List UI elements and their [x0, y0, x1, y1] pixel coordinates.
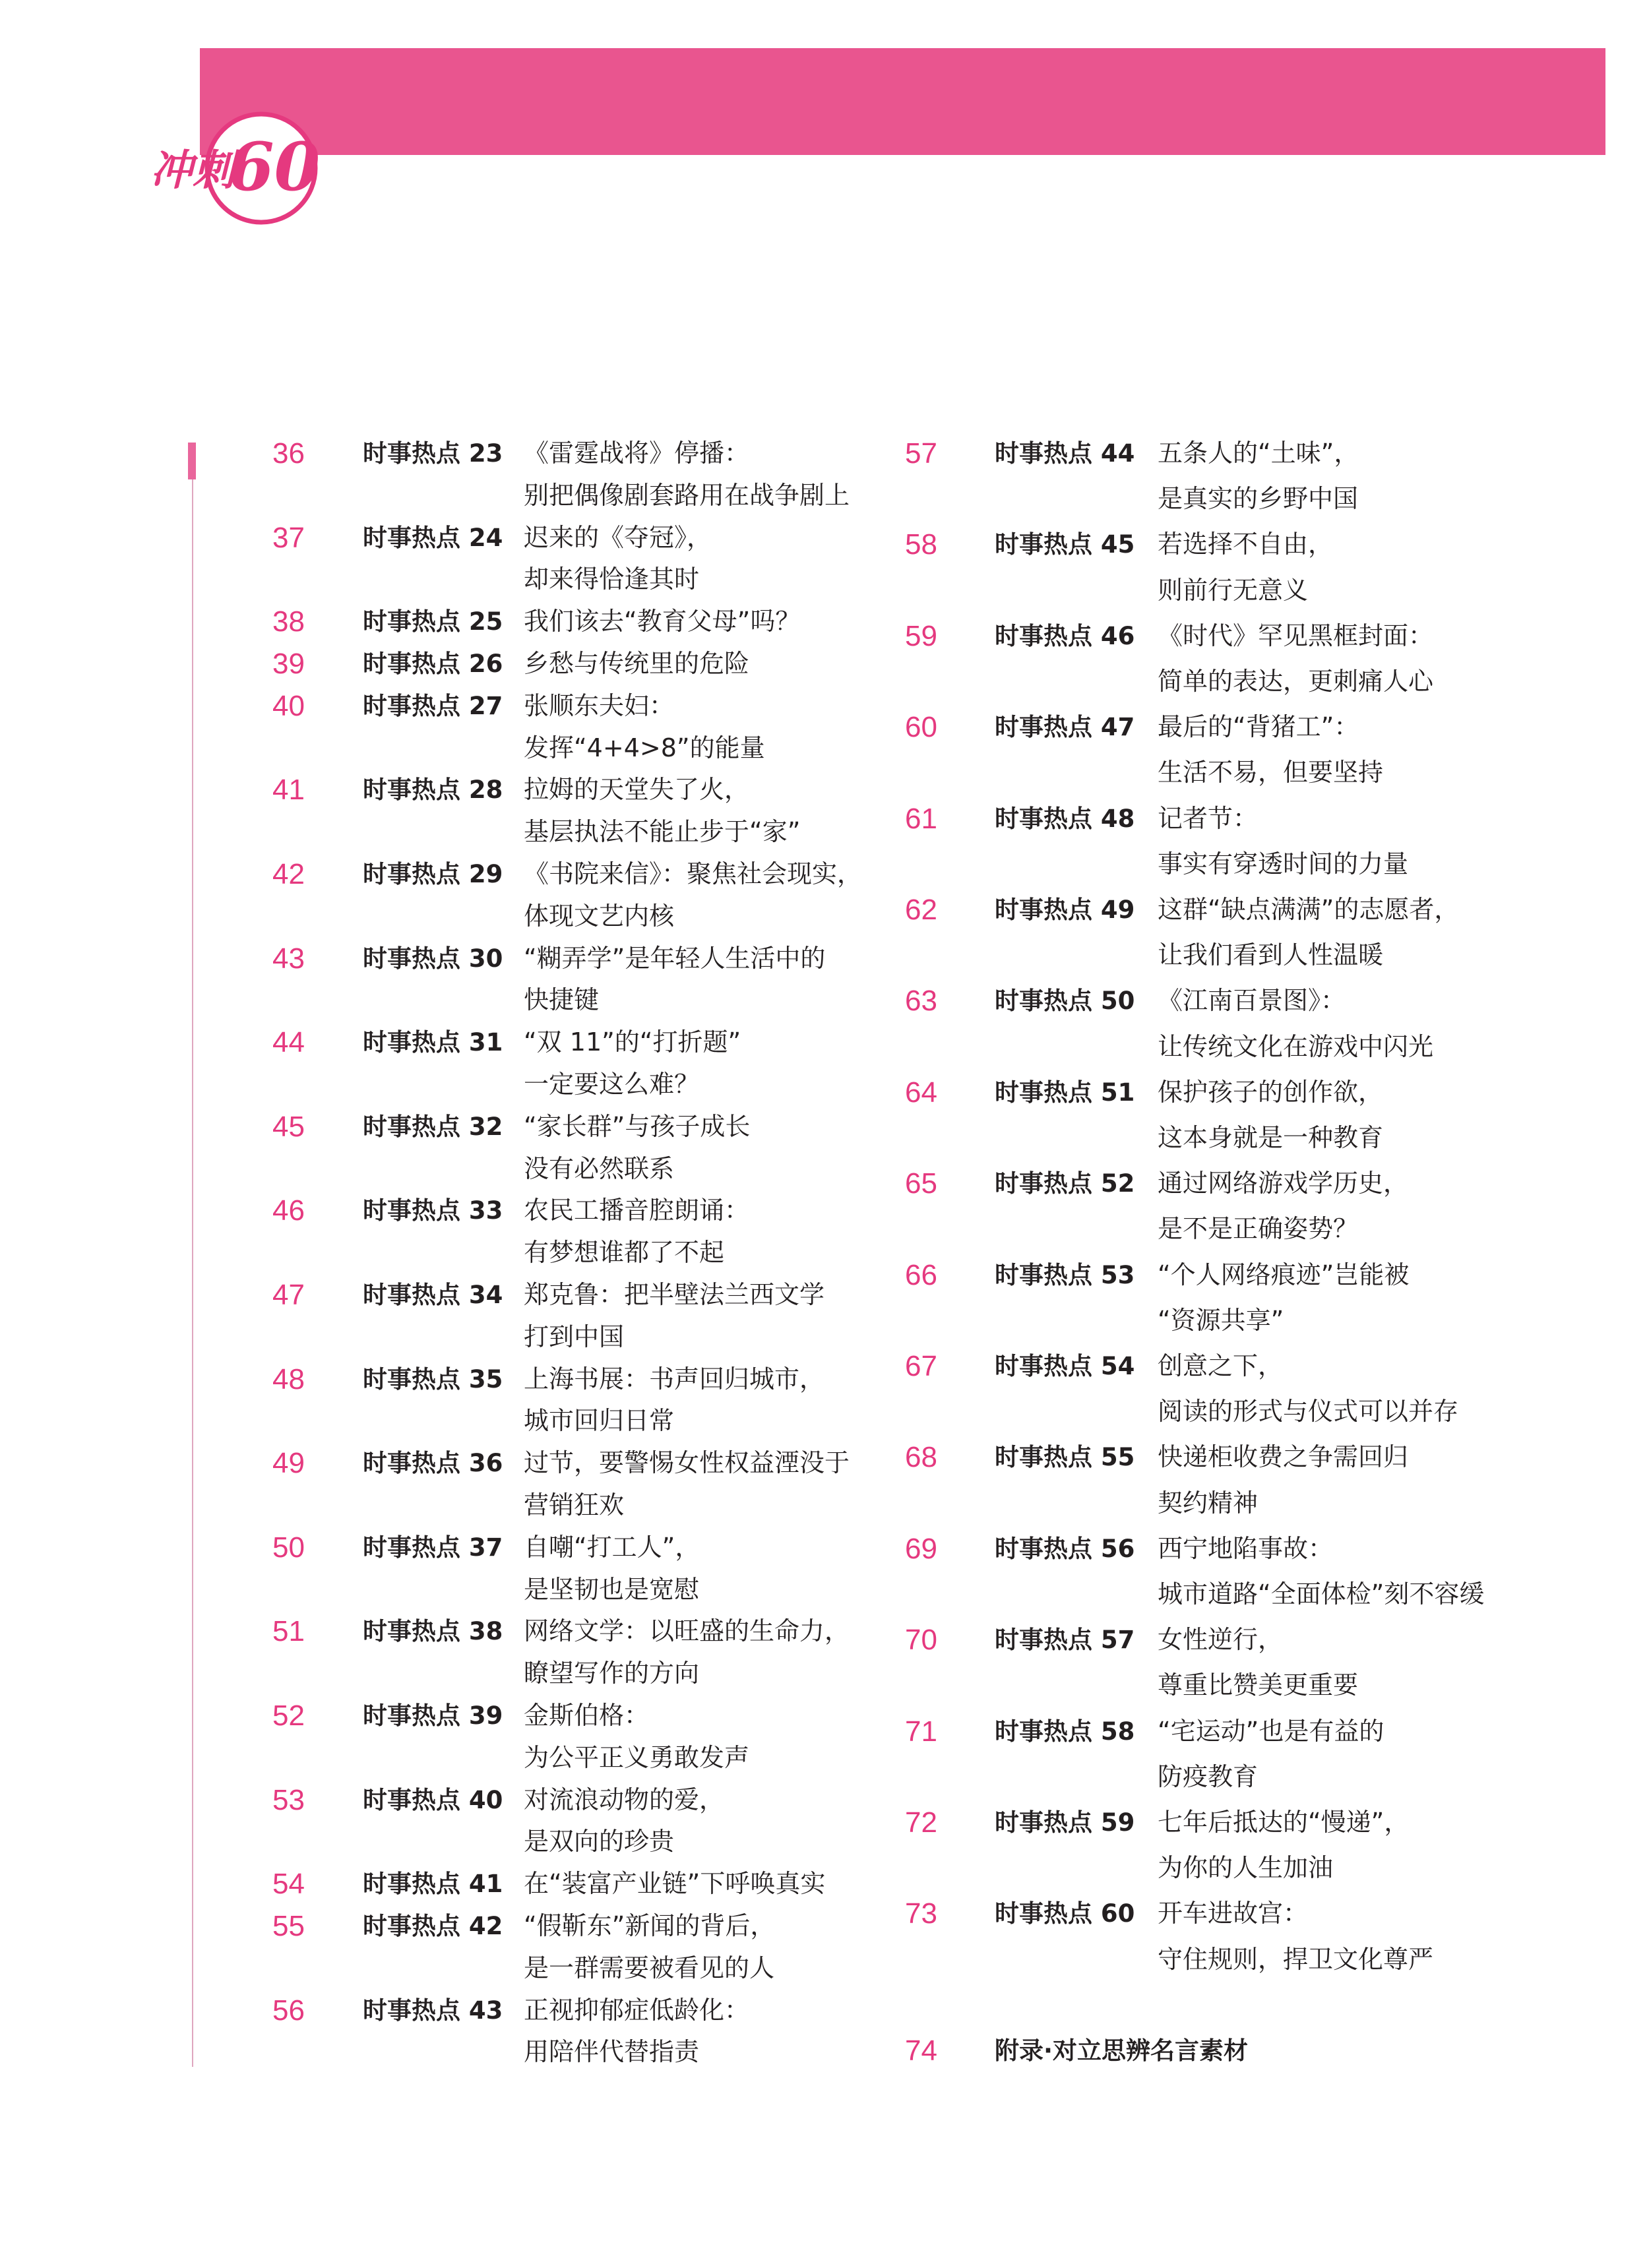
toc-title-line: 城市回归日常: [524, 1406, 675, 1436]
toc-section-label: 时事热点 28: [363, 776, 503, 805]
toc-section-label: 时事热点 59: [995, 1808, 1135, 1837]
toc-page-number: 68: [905, 1441, 937, 1474]
toc-title-line: 阅读的形式与仪式可以并存: [1158, 1397, 1459, 1426]
toc-title-line: 别把偶像剧套路用在战争剧上: [524, 480, 850, 510]
toc-section-label: 时事热点 27: [363, 691, 503, 720]
toc-title-line: “资源共享”: [1158, 1305, 1284, 1335]
toc-section-label: 时事热点 51: [995, 1078, 1135, 1107]
logo-title: 冲刺: [150, 146, 235, 195]
toc-title-line: 契约精神: [1158, 1488, 1259, 1517]
toc-title-line: 七年后抵达的“慢递”，: [1158, 1808, 1410, 1837]
toc-title-line: “个人网络痕迹”岂能被: [1158, 1260, 1410, 1289]
toc-page-number: 62: [905, 894, 937, 926]
toc-entry-appendix: [0, 2028, 1649, 2073]
toc-title-line: 通过网络游戏学历史，: [1158, 1169, 1409, 1198]
toc-entry: [0, 1709, 1649, 1800]
toc-section-label: 时事热点 43: [363, 1996, 503, 2025]
toc-page-number: 40: [272, 689, 305, 722]
toc-entry: [0, 613, 1649, 704]
toc-entry: [0, 1891, 1649, 1982]
toc-section-label: 时事热点 34: [363, 1281, 503, 1309]
toc-title-line: 基层执法不能止步于“家”: [524, 817, 801, 847]
toc-page-number: 69: [905, 1532, 937, 1565]
toc-section-label: 时事热点 42: [363, 1912, 503, 1940]
toc-title-line: “宅运动”也是有益的: [1158, 1716, 1385, 1746]
toc-section-label: 时事热点 36: [363, 1449, 503, 1478]
toc-page-number: 46: [272, 1194, 305, 1227]
toc-title-line: 为公平正义勇敢发声: [524, 1742, 750, 1772]
toc-title-line: 张顺东夫妇：: [524, 690, 675, 720]
toc-title-line: 拉姆的天堂失了火，: [524, 775, 750, 805]
toc-title-line: 自嘲“打工人”，: [524, 1532, 700, 1562]
toc-title-line: 简单的表达，更刺痛人心: [1158, 666, 1434, 696]
toc-section-label: 时事热点 37: [363, 1533, 503, 1562]
toc-entry: [0, 1800, 1649, 1891]
toc-page-number: 74: [905, 2035, 937, 2067]
toc-page-number: 39: [272, 648, 305, 680]
toc-title-line: 一定要这么难？: [524, 1069, 700, 1099]
toc-title-line: 保护孩子的创作欲，: [1158, 1077, 1384, 1107]
toc-title-line: 体现文艺内核: [524, 901, 675, 931]
toc-title-line: 正视抑郁症低龄化：: [524, 1995, 750, 2025]
toc-section-label: 时事热点 32: [363, 1112, 503, 1141]
toc-title-line: 西宁地陷事故：: [1158, 1533, 1334, 1563]
toc-title-line: 是坚韧也是宽慰: [524, 1574, 700, 1604]
toc-section-label: 时事热点 35: [363, 1364, 503, 1394]
toc-title-line: 女性逆行，: [1158, 1625, 1284, 1655]
toc-page-number: 45: [272, 1110, 305, 1143]
toc-section-label: 时事热点 25: [363, 607, 503, 636]
toc-section-label: 时事热点 47: [995, 713, 1135, 742]
toc-title-line: 《时代》罕见黑框封面：: [1158, 621, 1434, 650]
toc-title-line: 没有必然联系: [524, 1153, 675, 1183]
toc-title-line: 则前行无意义: [1158, 575, 1309, 605]
toc-title-line: 快捷键: [524, 985, 600, 1015]
toc-entry: [0, 431, 1649, 522]
toc-page-number: 59: [905, 619, 937, 652]
toc-title-line: “糊弄学”是年轻人生活中的: [524, 943, 826, 973]
toc-section-label: 时事热点 26: [363, 650, 503, 678]
toc-section-label: 时事热点 48: [995, 804, 1135, 833]
toc-section-label: 时事热点 29: [363, 860, 503, 888]
toc-section-label: 时事热点 60: [995, 1899, 1135, 1928]
toc-section-label: 时事热点 41: [363, 1870, 503, 1899]
toc-title-line: 让传统文化在游戏中闪光: [1158, 1031, 1434, 1061]
toc-title-line: 打到中国: [524, 1322, 625, 1351]
header-bar: [200, 48, 1605, 155]
toc-section-label: 时事热点 23: [363, 439, 503, 468]
toc-title-line: 农民工播音腔朗诵：: [524, 1196, 750, 1225]
toc-section-label: 时事热点 45: [995, 530, 1135, 559]
toc-title-line: 尊重比赞美更重要: [1158, 1670, 1359, 1700]
toc-title-line: “假靳东”新闻的背后，: [524, 1911, 776, 1940]
toc-title-line: 守住规则，捍卫文化尊严: [1158, 1944, 1434, 1974]
toc-title-line: 我们该去“教育父母”吗？: [524, 607, 801, 636]
toc-title-line: 金斯伯格：: [524, 1701, 650, 1730]
toc-section-label: 时事热点 24: [363, 523, 503, 552]
toc-title-line: 瞭望写作的方向: [524, 1659, 700, 1688]
toc-page-number: 58: [905, 528, 937, 561]
toc-section-label: 时事热点 49: [995, 896, 1135, 924]
toc-page-number: 71: [905, 1715, 937, 1748]
toc-title-line: 迟来的《夺冠》，: [524, 522, 712, 552]
toc-entry: [0, 1252, 1649, 1343]
toc-section-label: 时事热点 52: [995, 1169, 1135, 1198]
toc-title-line: 郑克鲁：把半壁法兰西文学: [524, 1280, 825, 1309]
toc-title-line: 《江南百景图》：: [1158, 986, 1346, 1016]
toc-entry: [0, 522, 1649, 613]
toc-title-line: 是不是正确姿势？: [1158, 1214, 1359, 1244]
toc-title-line: 却来得恰逢其时: [524, 565, 700, 594]
toc-section-label: 时事热点 40: [363, 1785, 503, 1814]
toc-title-line: 为你的人生加油: [1158, 1853, 1334, 1883]
toc-title-line: 事实有穿透时间的力量: [1158, 849, 1409, 878]
toc-section-label: 时事热点 31: [363, 1028, 503, 1057]
toc-page-number: 54: [272, 1868, 305, 1901]
toc-title-line: 是真实的乡野中国: [1158, 484, 1359, 514]
toc-title-line: 若选择不自由，: [1158, 530, 1334, 559]
toc-entry: [0, 978, 1649, 1069]
toc-title-line: 这本身就是一种教育: [1158, 1122, 1384, 1152]
toc-title-line: 对流浪动物的爱，: [524, 1785, 725, 1814]
toc-section-label: 时事热点 54: [995, 1352, 1135, 1380]
toc-page-number: 61: [905, 802, 937, 835]
toc-page-number: 70: [905, 1624, 937, 1657]
logo: [132, 99, 343, 244]
toc-title-line: 防疫教育: [1158, 1762, 1259, 1791]
toc-title-line: 快递柜收费之争需回归: [1158, 1442, 1409, 1472]
toc-page-number: 53: [272, 1783, 305, 1816]
toc-section-label: 时事热点 50: [995, 987, 1135, 1016]
toc-page-number: 60: [905, 711, 937, 744]
toc-title-line: 上海书展：书声回归城市，: [524, 1364, 825, 1394]
toc-title-line: 这群“缺点满满”的志愿者，: [1158, 895, 1460, 924]
toc-entry: [0, 1343, 1649, 1434]
toc-page-number: 52: [272, 1700, 305, 1732]
toc-entry: [0, 1526, 1649, 1617]
toc-page-number: 64: [905, 1076, 937, 1109]
toc-page-number: 49: [272, 1447, 305, 1480]
toc-page-number: 38: [272, 605, 305, 638]
toc-title-line: 用陪伴代替指责: [524, 2037, 700, 2067]
toc-section-label: 时事热点 53: [995, 1260, 1135, 1289]
toc-page-number: 51: [272, 1615, 305, 1648]
toc-title-line: 创意之下，: [1158, 1351, 1284, 1380]
toc-page-number: 42: [272, 858, 305, 890]
toc-page-number: 36: [272, 437, 305, 470]
toc-title-line: 乡愁与传统里的危险: [524, 649, 750, 678]
toc-title-line: 生活不易，但要坚持: [1158, 758, 1384, 787]
toc-section-label: 时事热点 57: [995, 1626, 1135, 1655]
toc-section-label: 时事热点 46: [995, 621, 1135, 650]
toc-entry: [0, 796, 1649, 887]
toc-title-line: 城市道路“全面体检”刻不容缓: [1158, 1579, 1485, 1609]
toc-entry: [0, 1070, 1649, 1161]
toc-page-number: 72: [905, 1806, 937, 1839]
toc-title-line: 是双向的珍贵: [524, 1827, 675, 1856]
toc-section-label: 时事热点 33: [363, 1196, 503, 1225]
toc-page-number: 73: [905, 1897, 937, 1930]
toc-page-number: 57: [905, 437, 937, 470]
toc-section-label: 时事热点 44: [995, 439, 1135, 468]
toc-entry: [0, 1434, 1649, 1525]
toc-title-line: 最后的“背猪工”：: [1158, 712, 1359, 742]
toc-section-label: 时事热点 55: [995, 1443, 1135, 1472]
logo-number: 60: [228, 128, 321, 206]
toc-entry: [0, 1161, 1649, 1252]
toc-page-number: 67: [905, 1350, 937, 1382]
toc-page-number: 44: [272, 1026, 305, 1059]
toc-section-label: 时事热点 39: [363, 1701, 503, 1730]
toc-title-line: 记者节：: [1158, 803, 1259, 833]
toc-title-line: 《书院来信》：聚焦社会现实，: [524, 859, 863, 888]
toc-page-number: 41: [272, 774, 305, 807]
toc-entry: [0, 1617, 1649, 1708]
toc-title-line: 开车进故宫：: [1158, 1899, 1309, 1928]
toc-page-number: 55: [272, 1910, 305, 1942]
toc-section-label: 时事热点 56: [995, 1534, 1135, 1563]
toc-title-line: 是一群需要被看见的人: [524, 1953, 775, 1982]
toc-section-label: 时事热点 38: [363, 1617, 503, 1646]
toc-page-number: 50: [272, 1531, 305, 1564]
toc-section-label: 时事热点 58: [995, 1717, 1135, 1746]
appendix-label: 附录·对立思辨名言素材: [995, 2037, 1249, 2065]
toc-title-line: 五条人的“土味”，: [1158, 439, 1359, 468]
toc-page-number: 56: [272, 1994, 305, 2027]
toc-title-line: 让我们看到人性温暖: [1158, 940, 1384, 970]
toc-title-line: 营销狂欢: [524, 1490, 625, 1519]
toc-title-line: 在“装富产业链”下呼唤真实: [524, 1869, 826, 1899]
toc-title-line: “双 11”的“打折题”: [524, 1027, 741, 1057]
toc-title-line: 发挥“4+4>8”的能量: [524, 733, 765, 762]
toc-page-number: 37: [272, 521, 305, 554]
toc-title-line: 《雷霆战将》停播：: [524, 439, 750, 468]
toc-page-number: 63: [905, 985, 937, 1018]
toc-page-number: 43: [272, 942, 305, 975]
toc-entry: [0, 704, 1649, 795]
toc-page-number: 47: [272, 1279, 305, 1311]
toc-title-line: 网络文学：以旺盛的生命力，: [524, 1616, 850, 1646]
toc-page-number: 66: [905, 1258, 937, 1291]
toc-title-line: 有梦想谁都了不起: [524, 1238, 725, 1268]
toc-title-line: “家长群”与孩子成长: [524, 1111, 751, 1141]
toc-title-line: 过节，要警惕女性权益湮没于: [524, 1448, 850, 1478]
toc-entry: [0, 887, 1649, 978]
toc-page-number: 65: [905, 1167, 937, 1200]
toc-section-label: 时事热点 30: [363, 944, 503, 973]
toc-page-number: 48: [272, 1363, 305, 1395]
